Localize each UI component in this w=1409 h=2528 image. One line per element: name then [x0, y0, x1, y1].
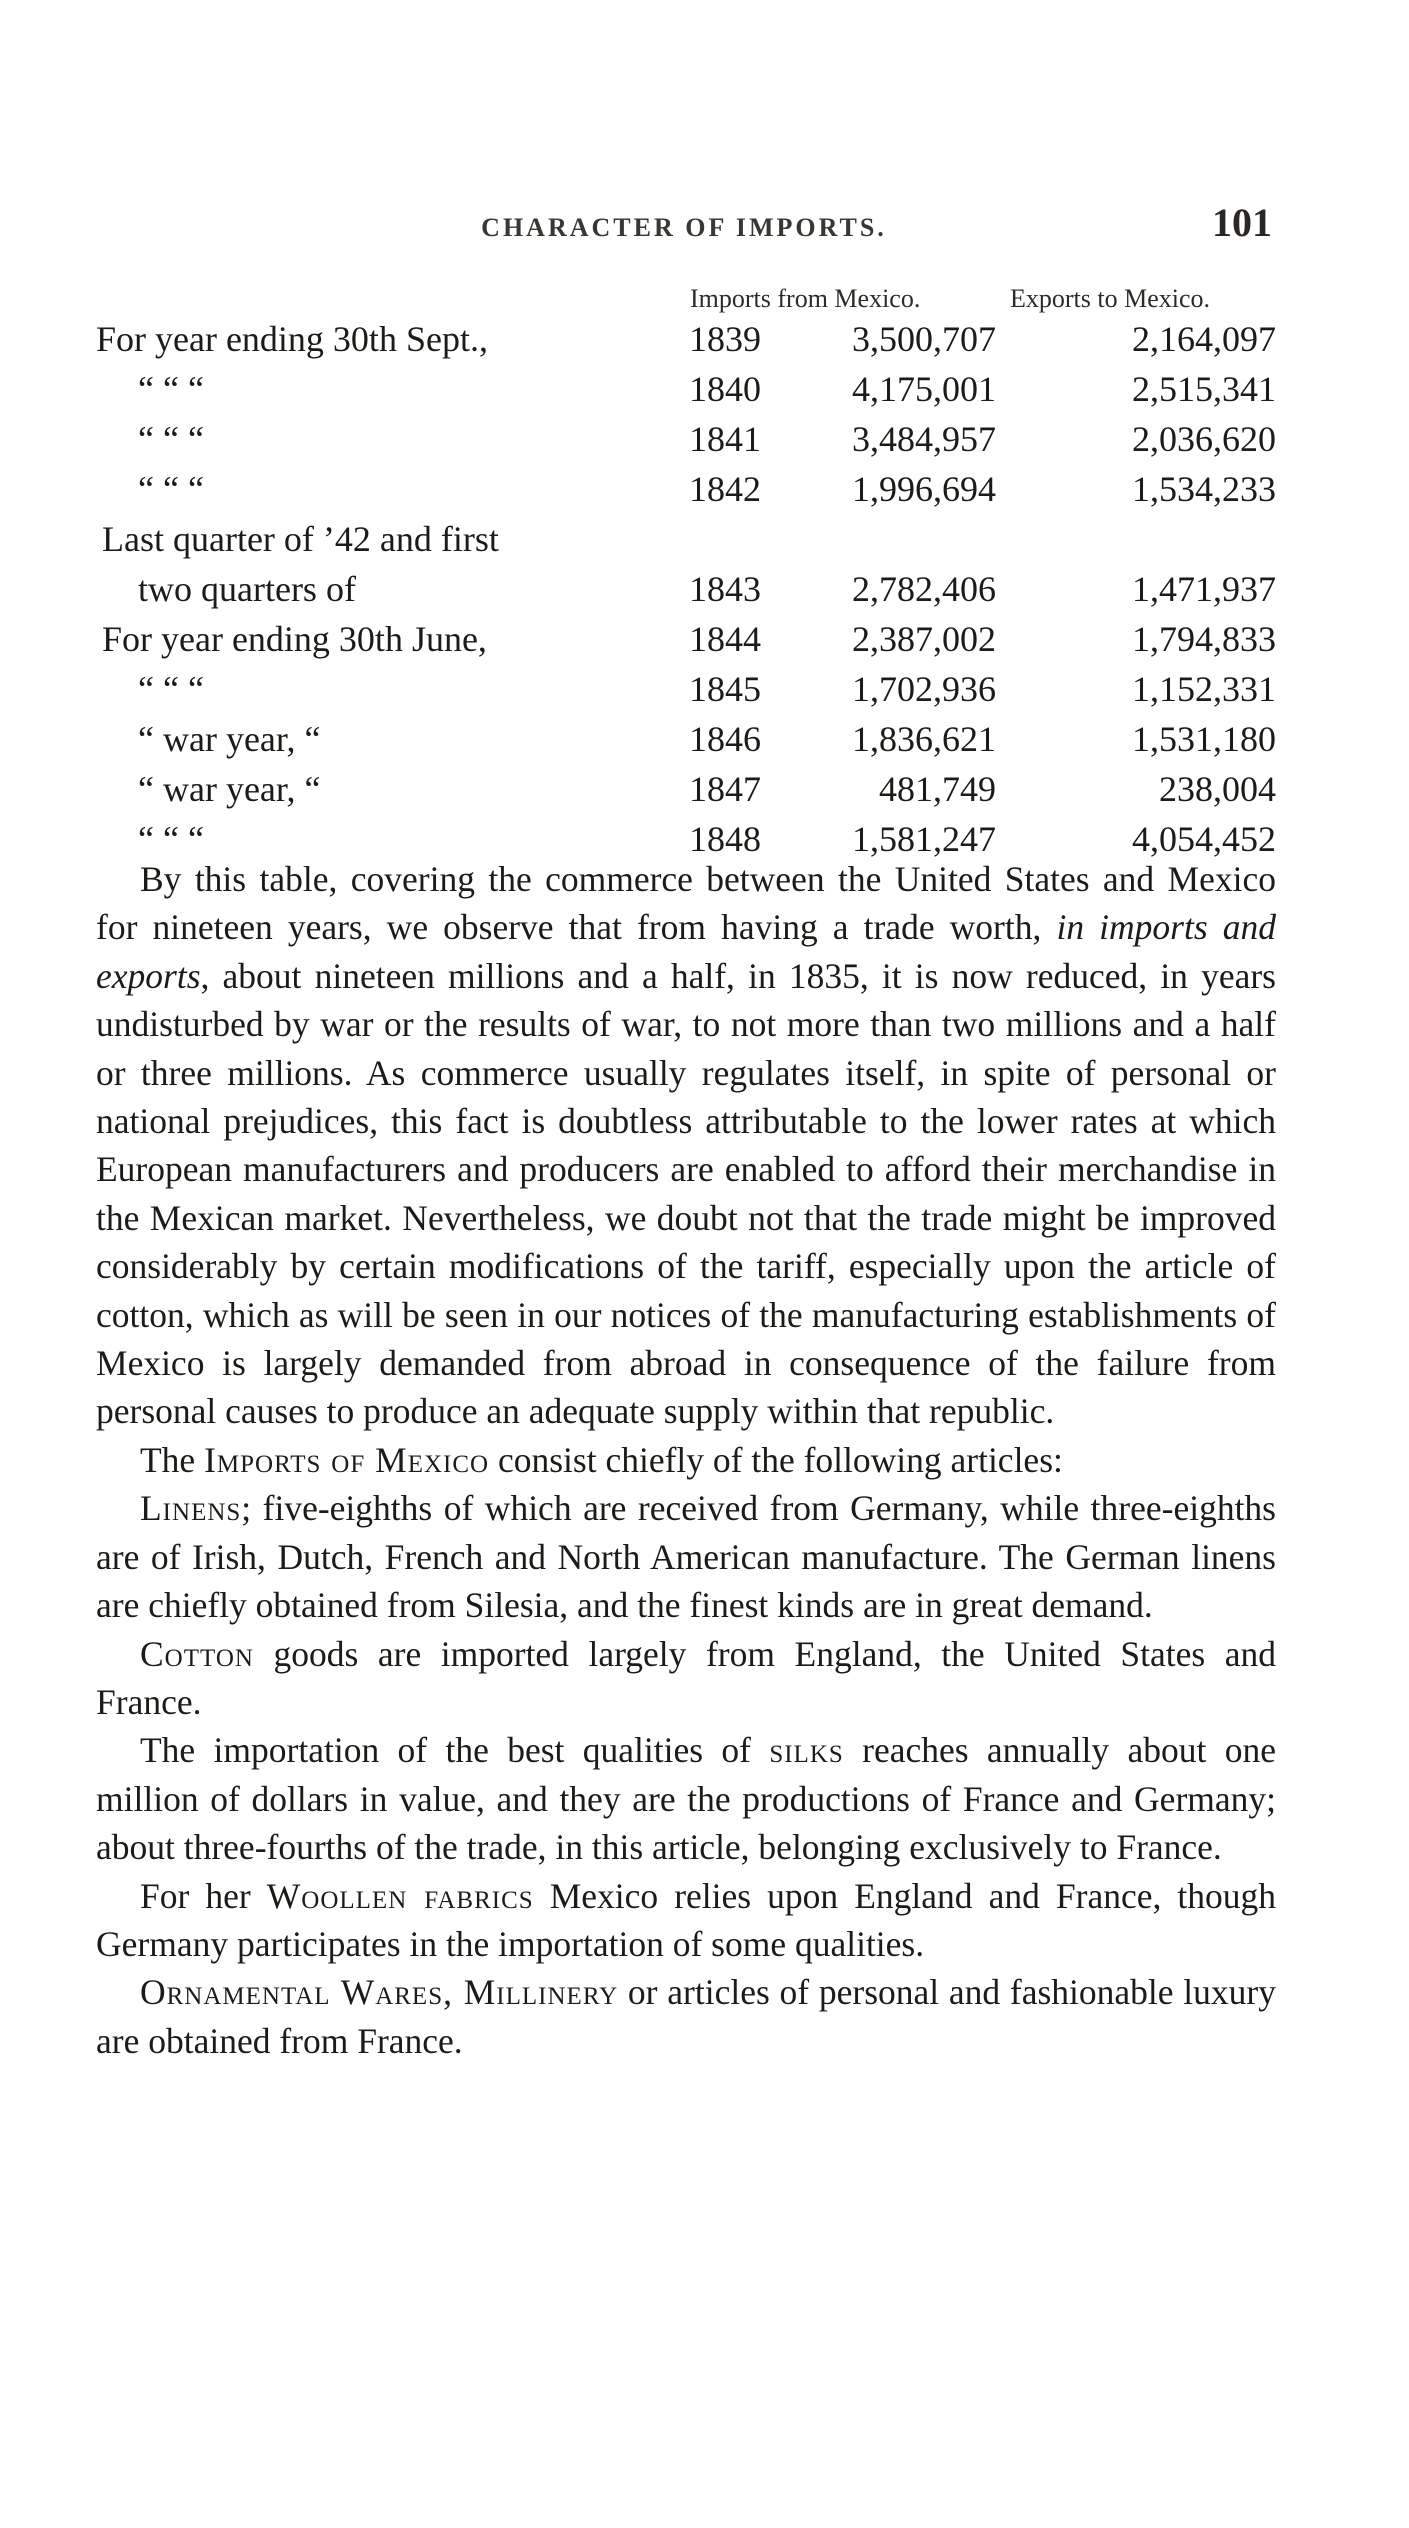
row-exports: 2,515,341	[1132, 369, 1276, 409]
row-imports: 3,500,707	[852, 319, 996, 359]
column-header-imports: Imports from Mexico.	[690, 284, 921, 313]
row-exports: 2,036,620	[1132, 419, 1276, 459]
row-label: “ war year, “	[138, 719, 321, 759]
row-label: For year ending 30th June,	[102, 619, 487, 659]
running-head: CHARACTER OF IMPORTS.	[481, 213, 887, 242]
table-row	[96, 318, 1276, 368]
row-exports: 1,794,833	[1132, 619, 1276, 659]
row-year: 1839	[689, 319, 761, 359]
row-label: Last quarter of ’42 and first	[102, 519, 499, 559]
row-imports: 4,175,001	[852, 369, 996, 409]
row-year: 1841	[689, 419, 761, 459]
row-imports: 1,581,247	[852, 819, 996, 859]
table-row	[96, 768, 1276, 818]
table-row	[96, 418, 1276, 468]
text-run: , about nineteen millions and a half, in 1835, it is now reduced, in years undisturbed by war or the results of war, to not more than two millions and a half or three millions. As commerce usually regulates itself, in spite of personal or national prejudices, this fact is doubtless attributable to the lower rates at which European manufacturers and producers are enabled to afford their merchandise in the Mexican market. Nevertheless, we doubt not that the trade might be improved considerably by certain modifications of the tariff, especially upon the article of cotton, which as will be seen in our notices of the manufacturing establishments of Mexico is largely demanded from abroad in consequence of the failure from personal causes to produce an adequate supply within that republic.	[96, 955, 1276, 1432]
text-run: By this table, covering the commerce between the United States and Mexico for nineteen years, we observe that from having a trade worth,	[96, 859, 1276, 948]
row-imports: 1,996,694	[852, 469, 996, 509]
text-run: For her	[140, 1875, 267, 1916]
text-run: The importation of the best qualities of	[140, 1730, 770, 1771]
row-label: “ “ “	[138, 369, 204, 409]
paragraph	[96, 1968, 1276, 2065]
row-imports: 2,782,406	[852, 569, 996, 609]
row-exports: 1,534,233	[1132, 469, 1276, 509]
table-row	[96, 668, 1276, 718]
row-imports: 3,484,957	[852, 419, 996, 459]
row-year: 1844	[689, 619, 761, 659]
trade-table	[96, 318, 1276, 868]
row-imports: 1,702,936	[852, 669, 996, 709]
paragraph	[96, 1630, 1276, 1727]
row-label: “ “ “	[138, 419, 204, 459]
table-row	[96, 368, 1276, 418]
text-run: ; five-eighths of which are received from Germany, while three-eighths are of Irish, Dutch, French and North American manufacture. The German linens are chiefly obtained from Silesia, and the finest kinds are in great demand.	[96, 1488, 1276, 1626]
row-imports: 481,749	[879, 769, 996, 809]
row-imports: 2,387,002	[852, 619, 996, 659]
text-run: Mexico relies upon England and France, though Germany participates in the importation of some qualities.	[96, 1875, 1277, 1964]
small-caps-term: Woollen fabrics	[266, 1875, 534, 1916]
text-run: or articles of personal and fashionable luxury are obtained from France.	[96, 1972, 1276, 2061]
row-year: 1848	[689, 819, 761, 859]
paragraph	[96, 1872, 1276, 1969]
row-year: 1843	[689, 569, 761, 609]
table-row	[96, 618, 1276, 668]
text-run: reaches annually about one million of dollars in value, and they are the productions of France and Germany; about three-fourths of the trade, in this article, belonging exclusively to France.	[96, 1730, 1276, 1868]
row-year: 1845	[689, 669, 761, 709]
paragraph	[96, 1484, 1276, 1629]
row-exports: 238,004	[1159, 769, 1276, 809]
body-text	[96, 855, 1276, 2065]
row-label: two quarters of	[138, 569, 356, 609]
table-row	[96, 718, 1276, 768]
row-year: 1846	[689, 719, 761, 759]
row-imports: 1,836,621	[852, 719, 996, 759]
column-header-exports: Exports to Mexico.	[1010, 284, 1211, 313]
row-year: 1842	[689, 469, 761, 509]
row-year: 1840	[689, 369, 761, 409]
text-run: The	[140, 1439, 205, 1480]
emphasis-text: in imports and exports	[96, 907, 1277, 996]
small-caps-term: Imports of Mexico	[204, 1439, 490, 1480]
table-row	[96, 568, 1276, 618]
small-caps-term: Ornamental Wares, Millinery	[140, 1972, 619, 2013]
row-exports: 4,054,452	[1132, 819, 1276, 859]
row-label: For year ending 30th Sept.,	[96, 319, 488, 359]
small-caps-term: silks	[769, 1730, 844, 1771]
row-exports: 2,164,097	[1132, 319, 1276, 359]
row-label: “ “ “	[138, 669, 204, 709]
small-caps-term: Cotton	[140, 1633, 254, 1674]
text-run: goods are imported largely from England, the United States and France.	[96, 1633, 1276, 1722]
paragraph	[96, 855, 1276, 1436]
text-run: consist chiefly of the following articles:	[489, 1439, 1063, 1480]
row-exports: 1,152,331	[1132, 669, 1276, 709]
page-header	[96, 200, 1272, 255]
paragraph	[96, 1726, 1276, 1871]
small-caps-term: Linens	[140, 1488, 242, 1529]
row-exports: 1,471,937	[1132, 569, 1276, 609]
row-label: “ war year, “	[138, 769, 321, 809]
paragraph	[96, 1436, 1276, 1484]
table-row	[96, 518, 1276, 568]
table-row	[96, 468, 1276, 518]
page-number: 101	[1212, 200, 1272, 245]
row-year: 1847	[689, 769, 761, 809]
row-label: “ “ “	[138, 469, 204, 509]
row-label: “ “ “	[138, 819, 204, 859]
row-exports: 1,531,180	[1132, 719, 1276, 759]
